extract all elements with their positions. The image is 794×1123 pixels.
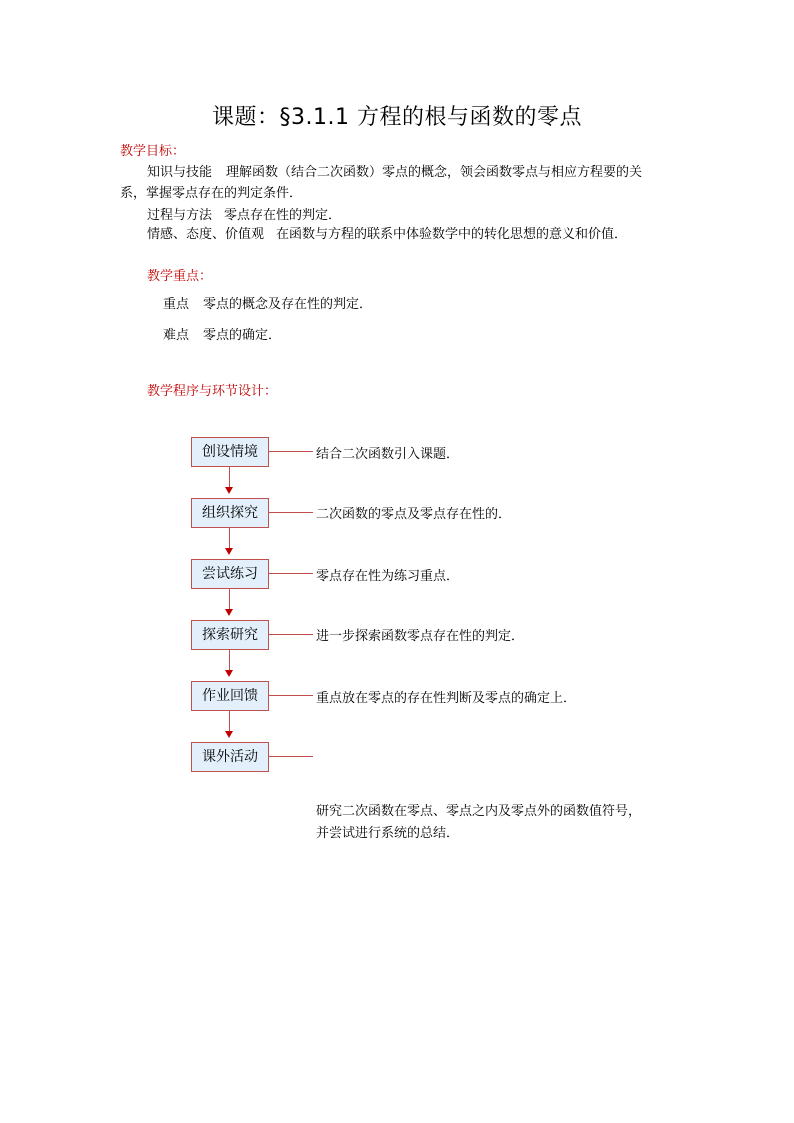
flow-step-4-box: 探索研究 — [191, 620, 269, 650]
flow-step-3-note: 零点存在性为练习重点． — [316, 569, 460, 584]
flow-step-6-connector — [269, 756, 313, 757]
key-point — [163, 293, 372, 312]
flow-step-2-note: 二次函数的零点及零点存在性的． — [316, 507, 512, 522]
final-note-line-2: 并尝试进行系统的总结． — [316, 826, 460, 841]
flow-arrow-3-head — [225, 609, 233, 616]
goal-emotion-text: 在函数与方程的联系中体验数学中的转化思想的意义和价值． — [276, 227, 628, 242]
flow-arrow-5-head — [225, 731, 233, 738]
flow-step-2-connector — [269, 512, 313, 513]
flow-step-3-box: 尝试练习 — [191, 559, 269, 589]
flow-step-5-note: 重点放在零点的存在性判断及零点的确定上． — [316, 691, 577, 706]
flow-step-1-note: 结合二次函数引入课题． — [316, 447, 460, 462]
goal-process-label: 过程与方法 — [147, 208, 213, 223]
key-point-label: 重点 — [163, 297, 190, 312]
flow-arrow-1-line — [229, 467, 230, 487]
goal-knowledge-text: 理解函数（结合二次函数）零点的概念，领会函数零点与相应方程要的关 — [226, 165, 643, 180]
flow-arrow-3-line — [229, 589, 230, 609]
page-title: 课题：§3.1.1 方程的根与函数的零点 — [212, 105, 582, 130]
flow-arrow-4-head — [225, 670, 233, 677]
flow-step-3-connector — [269, 573, 313, 574]
goal-knowledge-continued: 系，掌握零点存在的判定条件． — [120, 186, 303, 201]
flow-step-2-box: 组织探究 — [191, 498, 269, 528]
flow-step-1-connector — [269, 451, 313, 452]
flow-arrow-4-line — [229, 650, 230, 670]
flow-arrow-5-line — [229, 711, 230, 731]
flow-step-6-box: 课外活动 — [191, 742, 269, 772]
section-heading-procedure: 教学程序与环节设计： — [147, 384, 278, 399]
flow-step-4-connector — [269, 634, 313, 635]
goal-process — [147, 204, 341, 223]
goal-emotion-label: 情感、态度、价值观 — [147, 227, 265, 242]
goal-knowledge — [147, 161, 642, 180]
final-note-line-1: 研究二次函数在零点、零点之内及零点外的函数值符号， — [316, 804, 642, 819]
section-heading-key-points: 教学重点： — [147, 269, 213, 284]
goal-knowledge-label: 知识与技能 — [147, 165, 213, 180]
goal-process-text: 零点存在性的判定． — [224, 208, 342, 223]
difficult-point — [163, 324, 281, 343]
flow-step-4-note: 进一步探索函数零点存在性的判定． — [316, 629, 525, 644]
flow-step-5-connector — [269, 695, 313, 696]
key-point-text: 零点的概念及存在性的判定． — [203, 297, 373, 312]
section-heading-goals: 教学目标： — [120, 144, 186, 159]
goal-emotion — [147, 223, 627, 242]
flow-arrow-2-line — [229, 528, 230, 548]
difficult-point-text: 零点的确定． — [203, 328, 282, 343]
flow-step-1-box: 创设情境 — [191, 437, 269, 467]
flow-arrow-2-head — [225, 548, 233, 555]
difficult-point-label: 难点 — [163, 328, 190, 343]
flow-arrow-1-head — [225, 487, 233, 494]
flow-step-5-box: 作业回馈 — [191, 681, 269, 711]
